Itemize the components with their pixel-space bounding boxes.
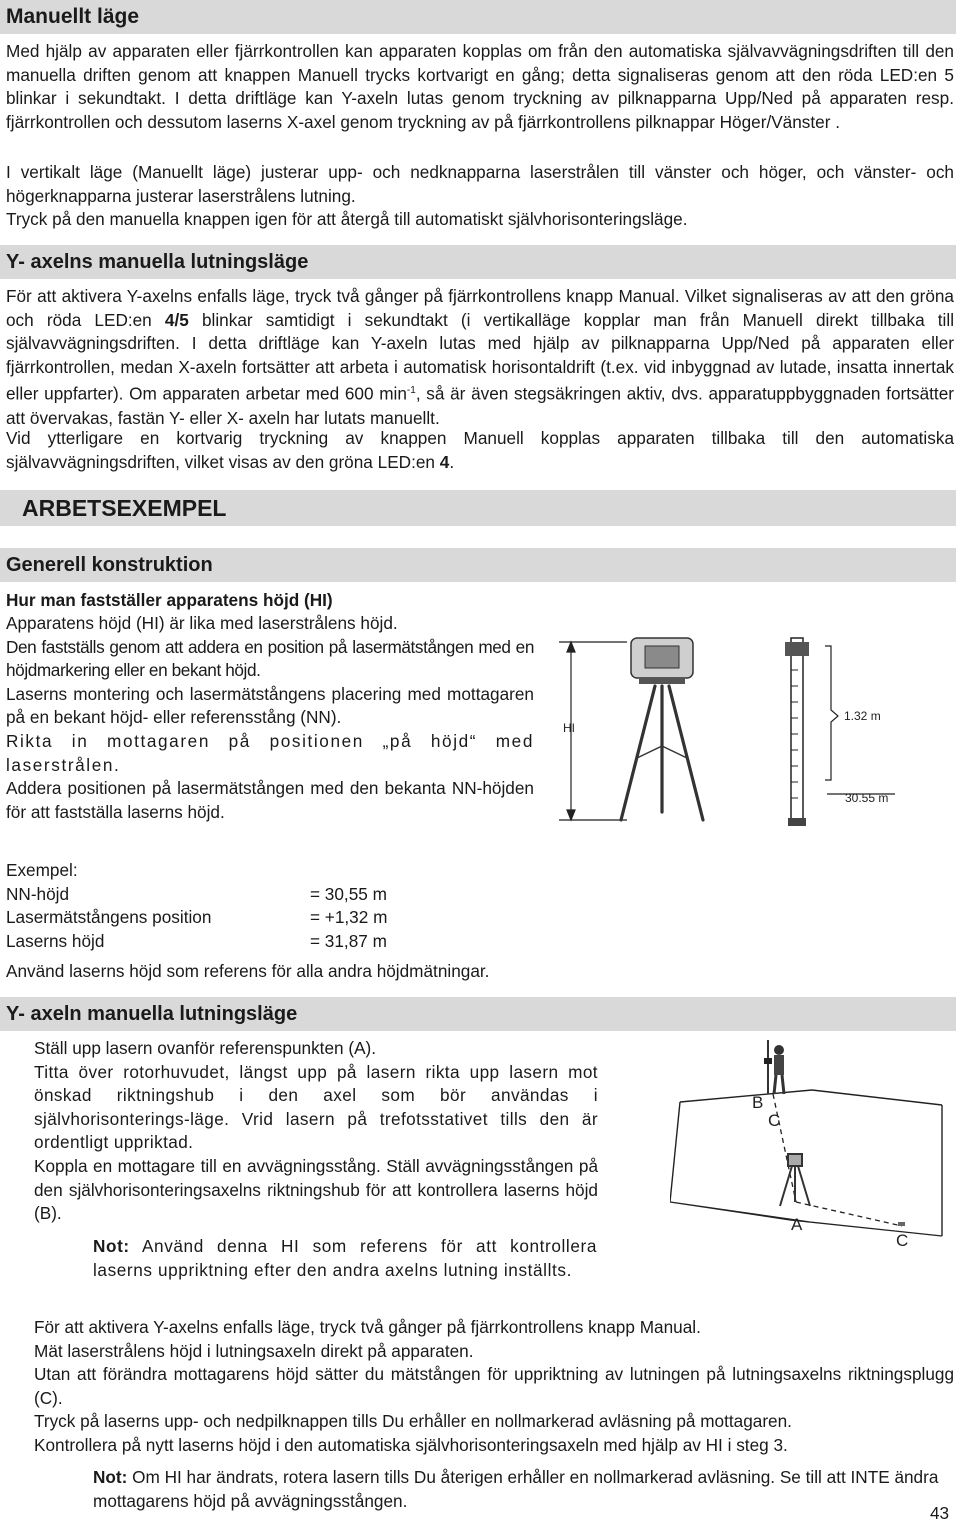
list-item: Utan att förändra mottagarens höjd sätter du mätstången för uppriktning av lutningen på lutningsaxelns riktningsplugg (C).: [34, 1364, 954, 1408]
list-item: Kontrollera på nytt laserns höjd i den automatiska självhorisonteringsaxeln med hjälp av HI i steg 3.: [34, 1434, 788, 1455]
laser-icon: [631, 638, 693, 684]
section-header-y-axis: [0, 245, 956, 279]
example-block: [6, 859, 387, 953]
text-line: Den fastställs genom att addera en position på lasermätstången med en höjdmarkering eller en bekant höjd.: [6, 636, 534, 681]
steps-bottom-list: [6, 1316, 954, 1458]
list-item: Titta över rotorhuvudet, längst upp på lasern rikta upp lasern mot önskad riktningshub i den axel som bör användas i självhorisonterings-läge. Vrid lasern på trefotsstativet tills den är ordentligt uppriktad.: [34, 1061, 598, 1153]
list-item: Ställ upp lasern ovanför referenspunkten (A).: [34, 1038, 377, 1058]
text-line: Addera positionen på lasermätstången med den bekanta NN-höjden för att fastställa laserns höjd.: [6, 778, 534, 822]
rod-position-label: 1.32 m: [844, 709, 881, 723]
label-c-right: C: [896, 1231, 909, 1250]
paragraph: Använd laserns höjd som referens för alla andra höjdmätningar.: [6, 961, 490, 981]
label-c-top: C: [768, 1111, 781, 1130]
label-b: B: [752, 1093, 764, 1112]
hi-diagram: [555, 628, 930, 838]
subheading: Hur man fastställer apparatens höjd (HI): [6, 590, 333, 610]
list-item: Koppla en mottagare till en avvägningsstång. Ställ avvägningsstången på den självhorisonteringsaxelns riktningshub för att kontrollera laserns höjd (B).: [34, 1155, 598, 1224]
level-rod-icon: [785, 638, 809, 826]
section-title: Manuellt läge: [6, 5, 140, 28]
section-header-examples: [0, 490, 956, 526]
general-text-block: [6, 612, 534, 824]
note-2: Not: Om HI har ändrats, rotera lasern tills Du återigen erhåller en nollmarkerad avläsning. Se till att INTE ändra mottagarens höjd på avvägningsstången.: [93, 1467, 939, 1511]
tripod-icon: [780, 1154, 810, 1206]
slope-plane-icon: [670, 1090, 942, 1236]
paragraph: För att aktivera Y-axelns enfalls läge, tryck två gånger på fjärrkontrollens knapp Manual. Vilket signaliseras av att den gröna och röda LED:en 4/5 blinkar samtidigt i sekundtakt (i vertikalläge kopplar man från Manuell direkt tillbaka till självavvägningsdriften. I detta driftläge kan Y-axeln lutas med hjälp av pilknapparna Upp/Ned på apparaten eller fjärrkontrollen, medan X-axeln fortsätter att arbeta i automatisk horisontaldrift (t.ex. vid inbyggnad av lutade, insatta innertak eller uppfarter). Om apparaten arbetar med 600 $\min^{-1}$, så är även stegsäkringen aktiv, dvs. apparatuppbyggnaden fortsätter att övervakas, fastän Y- eller X- axeln har lutats manuellt.: [6, 286, 955, 428]
text-line: Laserns montering och lasermätstångens placering med mottagaren på en bekant höjd- eller referensstång (NN).: [6, 683, 534, 728]
section-header-y-mode: [0, 997, 956, 1031]
rod-position-brace: [825, 646, 838, 780]
tripod-icon: [621, 686, 703, 820]
section-title: ARBETSEXEMPEL: [22, 495, 227, 521]
paragraph: Med hjälp av apparaten eller fjärrkontrollen kan apparaten kopplas om från den automatiska självavvägningsdriften till den manuella driften genom att knappen Manuell trycks kortvarigt en gång; detta signaliseras genom att den röda LED:en 5 blinkar i sekundtakt. I detta driftläge kan Y-axeln lutas genom tryckning av pilknapparna Upp/Ned på apparaten resp. fjärrkontrollen och dessutom laserns X-axel genom tryckning av på fjärrkontrollens pilknappar Höger/Vänster .: [6, 41, 954, 132]
list-item: Tryck på laserns upp- och nedpilknappen tills Du erhåller en nollmarkerad avläsning på mottagaren.: [34, 1411, 792, 1432]
example-row: Lasermätstångens position = +1,32 m: [6, 907, 388, 928]
text-line: Rikta in mottagaren på positionen „på höjd“ med laserstrålen.: [6, 730, 534, 775]
section-header-manual: [0, 0, 956, 34]
label-a: A: [791, 1215, 803, 1234]
paragraph: I vertikalt läge (Manuellt läge) justerar upp- och nedknapparna laserstrålen till vänster och höger, och vänster- och högerknapparna justerar laserstrålens lutning.: [6, 162, 954, 206]
paragraph: Tryck på den manuella knappen igen för att återgå till automatiskt självhorisonteringsläge.: [6, 209, 688, 229]
example-label: Exempel:: [6, 860, 78, 880]
paragraph: Vid ytterligare en kortvarig tryckning av knappen Manuell kopplas apparaten tillbaka till den automatiska självavvägningsdriften, vilket visas av den gröna LED:en 4.: [6, 428, 954, 472]
list-item: För att aktivera Y-axelns enfalls läge, tryck två gånger på fjärrkontrollens knapp Manual.: [34, 1317, 701, 1337]
section-title: Y- axelns manuella lutningsläge: [6, 251, 309, 273]
section-title: Y- axeln manuella lutningsläge: [6, 1003, 298, 1025]
steps-top-list: [6, 1037, 598, 1226]
section-title: Generell konstruktion: [6, 554, 213, 576]
section-header-general: [0, 548, 956, 582]
list-item: Mät laserstrålens höjd i lutningsaxeln direkt på apparaten.: [34, 1340, 474, 1361]
note-1: Not: Använd denna HI som referens för att kontrollera laserns uppriktning efter den andra axelns lutning inställts.: [93, 1236, 597, 1280]
nn-height-label: 30.55 m: [845, 791, 889, 805]
example-row: Laserns höjd = 31,87 m: [6, 930, 387, 951]
hi-label: HI: [563, 721, 575, 735]
page-number: 43: [930, 1503, 950, 1523]
slope-diagram: [670, 1030, 950, 1260]
text-line: Apparatens höjd (HI) är lika med laserstrålens höjd.: [6, 613, 398, 633]
example-row: NN-höjd = 30,55 m: [6, 883, 387, 904]
surveyor-icon: [764, 1040, 784, 1094]
